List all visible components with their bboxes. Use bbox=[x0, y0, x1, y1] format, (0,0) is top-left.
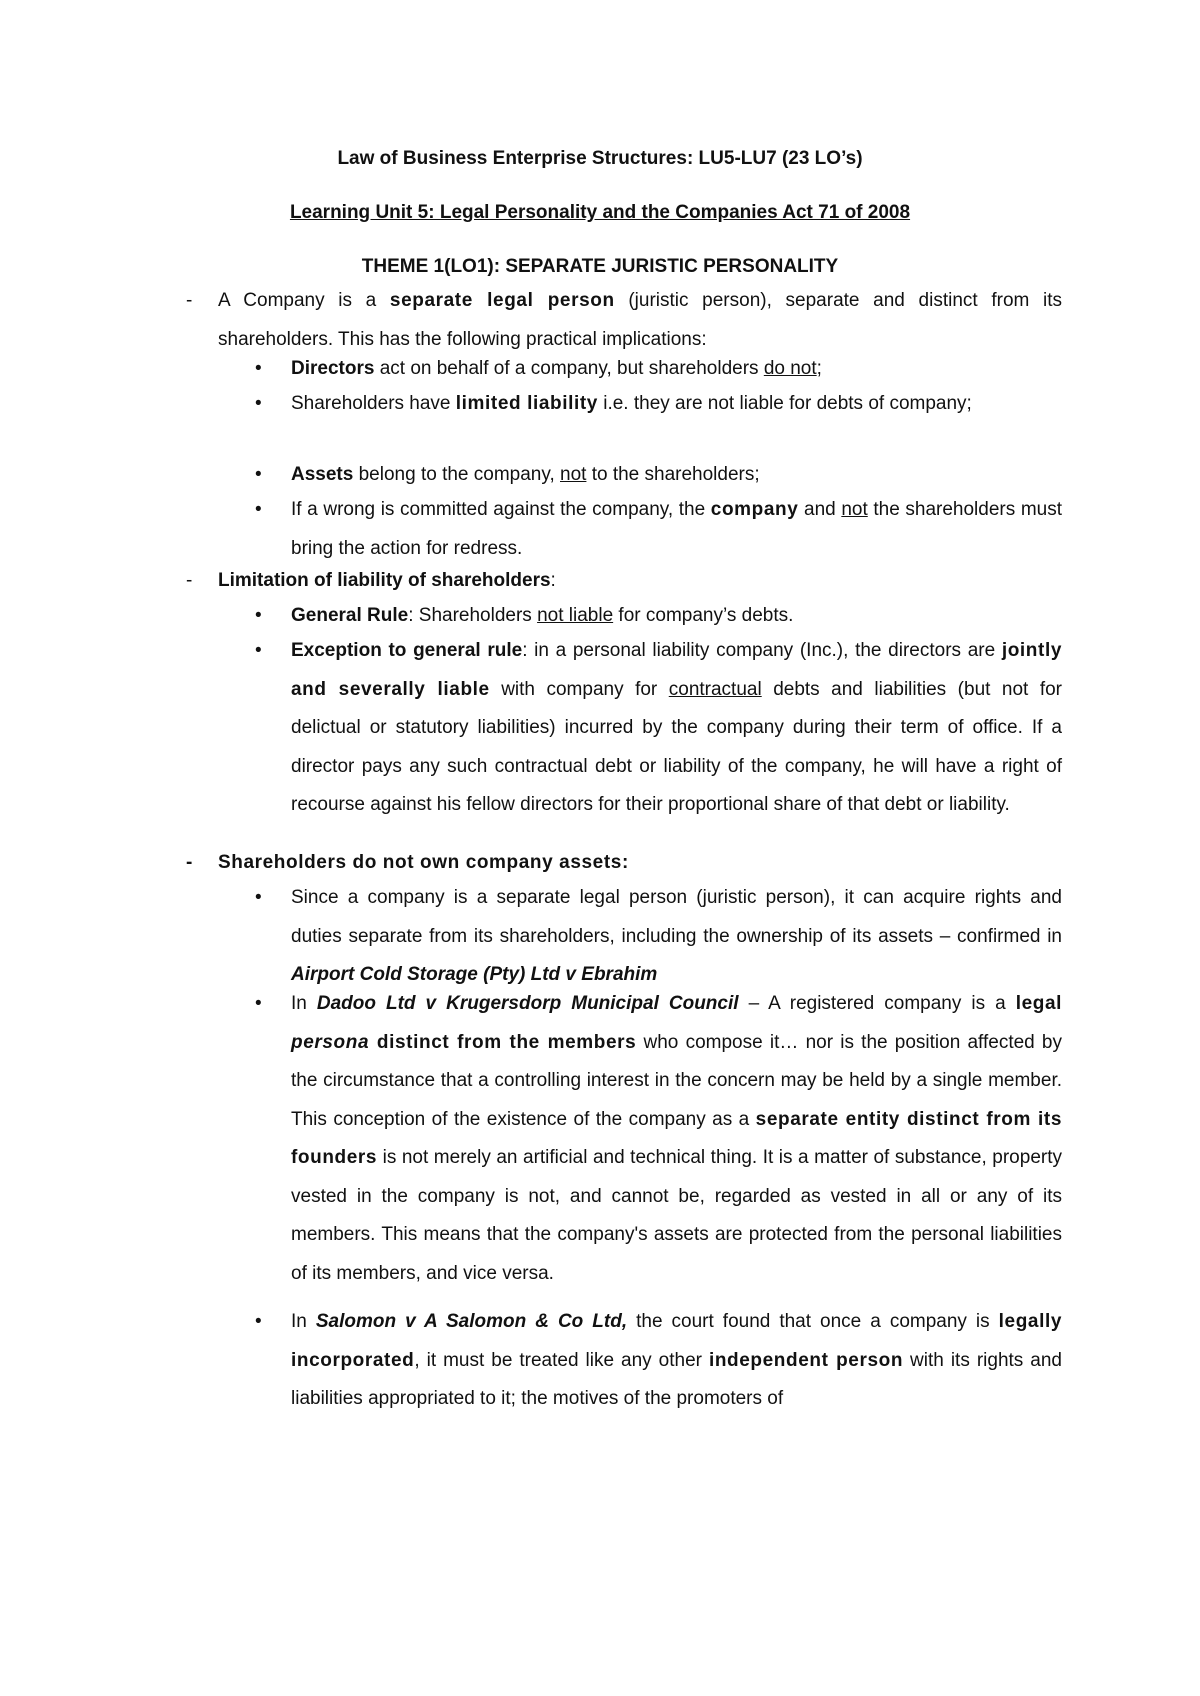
bullet-airport-cold-storage bbox=[255, 879, 1062, 995]
bullet-marker: • bbox=[255, 464, 262, 485]
bullet-marker: • bbox=[255, 640, 262, 661]
bullet-text: If a wrong is committed against the company, the company and not the shareholders must bring the action for redress. bbox=[291, 499, 1063, 559]
bullet-text: Since a company is a separate legal person (juristic person), it can acquire rights and duties separate from its shareholders, including the ownership of its assets – confirmed in Airport Cold Storage (Pty) Ltd v Ebrahim bbox=[291, 887, 1062, 985]
bullet-dadoo-case bbox=[255, 985, 1063, 1293]
point-separate-legal-person bbox=[186, 282, 1063, 359]
point-text: A Company is a separate legal person (juristic person), separate and distinct from its shareholders. This has the following practical implications: bbox=[218, 290, 1063, 350]
point-text: Shareholders do not own company assets: bbox=[218, 852, 629, 873]
bullet-marker: • bbox=[255, 887, 262, 908]
bullet-text: In Salomon v A Salomon & Co Ltd, the court found that once a company is legally incorporated, it must be treated like any other independent person with its rights and liabilities appropriated to it; the motives of the promoters of bbox=[291, 1311, 1062, 1409]
point-shareholders-do-not-own-assets bbox=[186, 844, 1062, 883]
bullet-text: Exception to general rule: in a personal liability company (Inc.), the directors are jointly and severally liable with company for contractual debts and liabilities (but not for delictual or statutory liabilities) incurred by the company during their term of office. If a director pays any such contractual debt or liability of the company, he will have a right of recourse against his fellow directors for their proportional share of that debt or liability. bbox=[291, 640, 1062, 815]
bullet-marker: • bbox=[255, 605, 262, 626]
bullet-general-rule bbox=[255, 597, 1062, 636]
point-text: Limitation of liability of shareholders: bbox=[218, 570, 556, 591]
bullet-text: Directors act on behalf of a company, but shareholders do not; bbox=[291, 358, 822, 379]
bullet-text: In Dadoo Ltd v Krugersdorp Municipal Council – A registered company is a legal persona distinct from the members who compose it… nor is the position affected by the circumstance that a controlling interest in the concern may be held by a single member. This conception of the existence of the company as a separate entity distinct from its founders is not merely an artificial and technical thing. It is a matter of substance, property vested in the company is not, and cannot be, regarded as vested in all or any of its members. This means that the company's assets are protected from the personal liabilities of its members, and vice versa. bbox=[291, 993, 1063, 1284]
point-limitation-of-liability bbox=[186, 562, 1062, 601]
dash-marker: - bbox=[186, 852, 193, 873]
bullet-marker: • bbox=[255, 1311, 262, 1332]
learning-unit-heading-text: Learning Unit 5: Legal Personality and the Companies Act 71 of 2008 bbox=[289, 202, 911, 223]
dash-marker: - bbox=[186, 570, 193, 591]
bullet-wrong-committed bbox=[255, 491, 1063, 568]
dash-marker: - bbox=[186, 290, 193, 311]
bullet-exception-general-rule bbox=[255, 632, 1062, 825]
bullet-salomon-case bbox=[255, 1303, 1062, 1419]
bullet-marker: • bbox=[255, 993, 262, 1014]
bullet-text: Assets belong to the company, not to the shareholders; bbox=[291, 464, 760, 485]
document-title: Law of Business Enterprise Structures: LU5-LU7 (23 LO’s) bbox=[337, 148, 863, 169]
bullet-text: Shareholders have limited liability i.e. they are not liable for debts of company; bbox=[291, 393, 972, 414]
bullet-assets bbox=[255, 456, 1062, 495]
theme-heading: THEME 1(LO1): SEPARATE JURISTIC PERSONALITY bbox=[361, 256, 839, 277]
bullet-marker: • bbox=[255, 358, 262, 379]
learning-unit-heading bbox=[0, 202, 1200, 224]
bullet-limited-liability bbox=[255, 385, 1062, 424]
bullet-marker: • bbox=[255, 393, 262, 414]
bullet-text: General Rule: Shareholders not liable for company’s debts. bbox=[291, 605, 794, 626]
bullet-marker: • bbox=[255, 499, 262, 520]
bullet-directors bbox=[255, 350, 1062, 389]
